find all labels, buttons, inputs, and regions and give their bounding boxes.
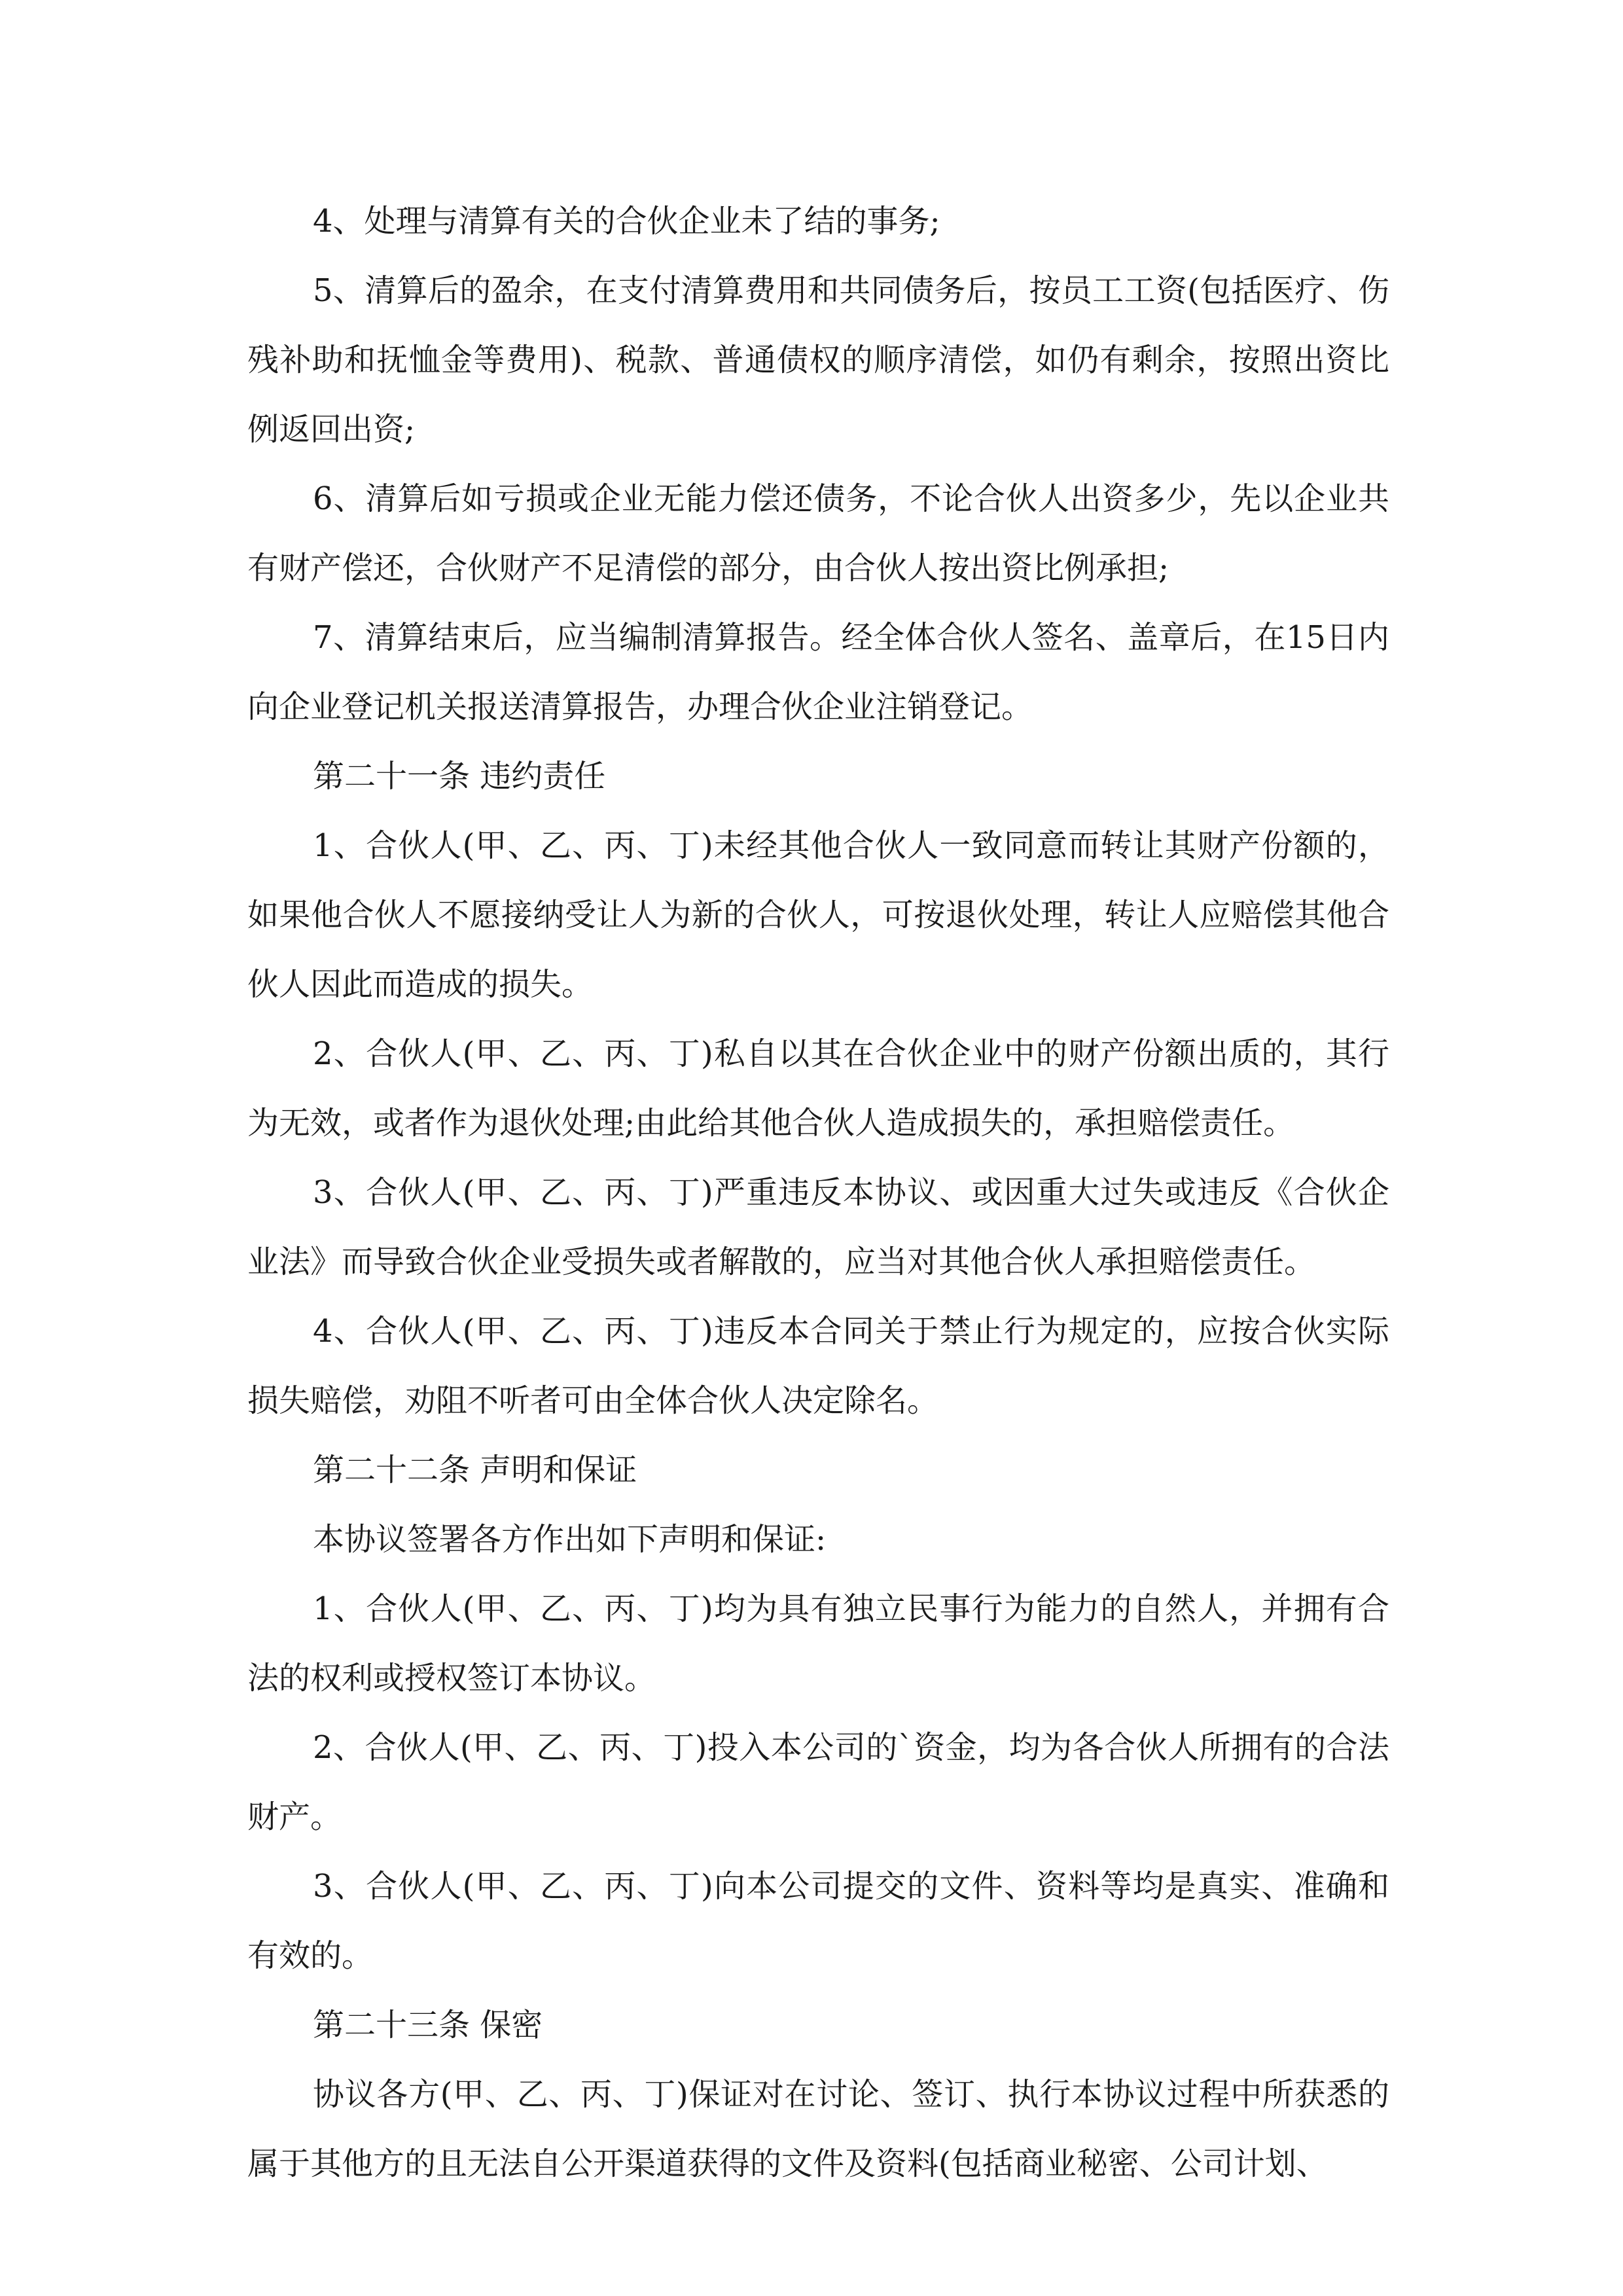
article-heading: 第二十二条 声明和保证 [313, 1452, 637, 1488]
clause-item: 协议各方(甲、乙、丙、丁)保证对在讨论、签订、执行本协议过程中所获悉的属于其他方的且无法自公开渠道获得的文件及资料(包括商业秘密、公司计划、 [247, 2076, 1389, 2182]
clause-item: 7、清算结束后，应当编制清算报告。经全体合伙人签名、盖章后，在15日内向企业登记机关报送清算报告，办理合伙企业注销登记。 [247, 619, 1389, 725]
clause-item: 1、合伙人(甲、乙、丙、丁)未经其他合伙人一致同意而转让其财产份额的，如果他合伙人不愿接纳受让人为新的合伙人，可按退伙处理，转让人应赔偿其他合伙人因此而造成的损失。 [247, 827, 1389, 1003]
clause-item: 6、清算后如亏损或企业无能力偿还债务，不论合伙人出资多少，先以企业共有财产偿还，合伙财产不足清偿的部分，由合伙人按出资比例承担; [247, 480, 1389, 586]
clause-item: 4、处理与清算有关的合伙企业未了结的事务; [313, 203, 940, 240]
clause-item: 2、合伙人(甲、乙、丙、丁)投入本公司的`资金，均为各合伙人所拥有的合法财产。 [247, 1729, 1389, 1835]
clause-item: 4、合伙人(甲、乙、丙、丁)违反本合同关于禁止行为规定的，应按合伙实际损失赔偿，劝阻不听者可由全体合伙人决定除名。 [247, 1313, 1389, 1419]
document-body [247, 187, 1389, 2198]
clause-item: 3、合伙人(甲、乙、丙、丁)向本公司提交的文件、资料等均是真实、准确和有效的。 [247, 1868, 1389, 1974]
article-heading: 第二十一条 违约责任 [313, 758, 606, 795]
clause-item: 2、合伙人(甲、乙、丙、丁)私自以其在合伙企业中的财产份额出质的，其行为无效，或者作为退伙处理;由此给其他合伙人造成损失的，承担赔偿责任。 [247, 1035, 1389, 1141]
article-heading: 第二十三条 保密 [313, 2007, 543, 2043]
clause-item: 3、合伙人(甲、乙、丙、丁)严重违反本协议、或因重大过失或违反《合伙企业法》而导致合伙企业受损失或者解散的，应当对其他合伙人承担赔偿责任。 [247, 1174, 1389, 1280]
clause-item: 5、清算后的盈余，在支付清算费用和共同债务后，按员工工资(包括医疗、伤残补助和抚恤金等费用)、税款、普通债权的顺序清偿，如仍有剩余，按照出资比例返回出资; [247, 272, 1389, 448]
clause-item: 1、合伙人(甲、乙、丙、丁)均为具有独立民事行为能力的自然人，并拥有合法的权利或授权签订本协议。 [247, 1590, 1389, 1696]
clause-item: 本协议签署各方作出如下声明和保证: [313, 1521, 827, 1558]
